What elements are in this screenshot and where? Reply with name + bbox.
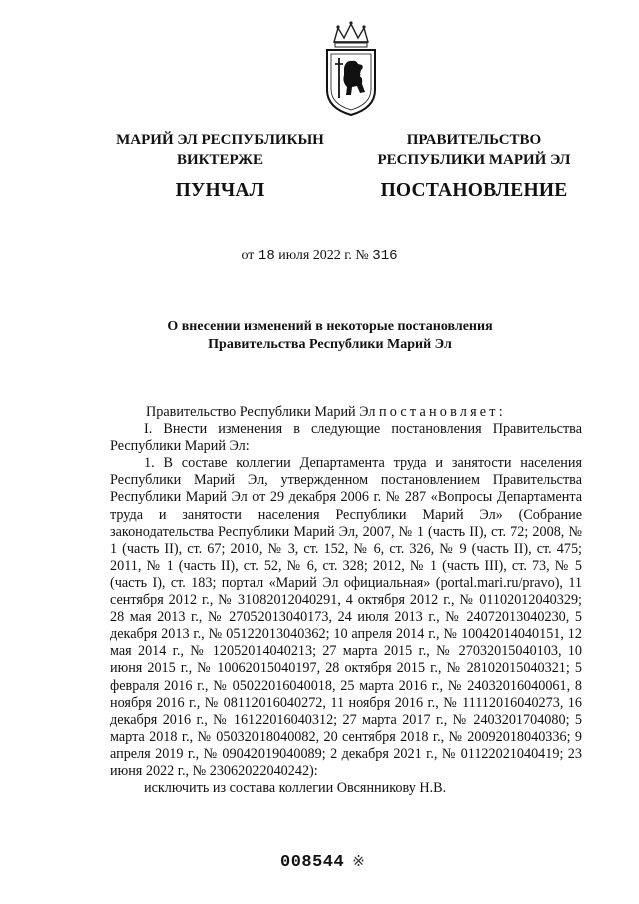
serial-digits: 008544 xyxy=(280,853,345,872)
date-prefix: от xyxy=(241,248,255,263)
coat-of-arms-icon xyxy=(322,20,380,118)
header-right-line1: ПРАВИТЕЛЬСТВО xyxy=(406,132,542,148)
date-day: 18 xyxy=(257,248,275,264)
header-right-doc-type: ПОСТАНОВЛЕНИЕ xyxy=(380,180,568,201)
intro-verb: постановляет: xyxy=(378,404,506,420)
header-left-line1: МАРИЙ ЭЛ РЕСПУБЛИКЫН xyxy=(116,132,324,148)
date-month-year: июля 2022 г. № xyxy=(278,248,369,263)
subject-line2: Правительства Республики Марий Эл xyxy=(208,337,452,352)
date-line xyxy=(0,248,639,264)
header-left-line2: ВИКТЕРЖЕ xyxy=(176,152,264,168)
item-I-paragraph: I. Внести изменения в следующие постановления Правительства Республики Марий Эл: xyxy=(110,421,582,455)
header-right-block xyxy=(358,130,590,203)
header-left-block xyxy=(104,130,336,203)
item-1-action: исключить из состава коллегии Овсянникову Н.В. xyxy=(144,780,447,797)
header-right-line2: РЕСПУБЛИКИ МАРИЙ ЭЛ xyxy=(377,152,571,168)
document-subject xyxy=(130,318,530,354)
header-left-doc-type: ПУНЧАЛ xyxy=(175,180,265,201)
intro-paragraph xyxy=(110,404,582,421)
item-1-paragraph: 1. В составе коллегии Департамента труда и занятости населения Республики Марий Эл, утвержденном постановлением Правительства Республики Марий Эл от 29 декабря 2006 г. № 287 «Вопросы Департамента труда и занятости населения Республики Марий Эл» (Собрание законодательства Республики Марий Эл, 2007, № 1 (часть II), ст. 72; 2008, № 1 (часть II), ст. 67; 2010, № 3, ст. 152, № 6, ст. 326, № 9 (часть II), ст. 475; 2011, № 1 (часть II), ст. 52, № 6, ст. 328; 2012, № 1 (часть III), ст. 73, № 5 (часть I), ст. 183; портал «Марий Эл официальная» (portal.mari.ru/pravo), 11 сентября 2012 г., № 31082012040291, 4 октября 2012 г., № 01102012040329; 28 мая 2013 г., № 27052013040173, 24 июля 2013 г., № 24072013040230, 5 декабря 2013 г., № 05122013040362; 10 апреля 2014 г., № 10042014040151, 12 мая 2014 г., № 12052014040213; 27 марта 2015 г., № 27032015040103, 10 июня 2015 г., № 10062015040197, 28 октября 2015 г., № 28102015040321; 5 февраля 2016 г., № 05022016040018, 25 марта 2016 г., № 24032016040061, 8 ноября 2016 г., № 08112016040272, 11 ноября 2016 г., № 11112016040273, 16 декабря 2016 г., № 16122016040312; 27 марта 2017 г., № 2403201704080; 5 марта 2018 г., № 05032018040082, 20 сентября 2018 г., № 20092018040336; 9 апреля 2019 г., № 09042019040089; 2 декабря 2021 г., № 01122021040419; 23 июня 2022 г., № 23062022040242): xyxy=(110,455,582,779)
subject-line1: О внесении изменений в некоторые постановления xyxy=(167,319,493,334)
serial-mark-icon: ※ xyxy=(352,854,366,871)
serial-number xyxy=(280,852,365,872)
intro-lead: Правительство Республики Марий Эл xyxy=(146,404,379,420)
document-number: 316 xyxy=(372,248,398,264)
document-body xyxy=(110,404,582,797)
